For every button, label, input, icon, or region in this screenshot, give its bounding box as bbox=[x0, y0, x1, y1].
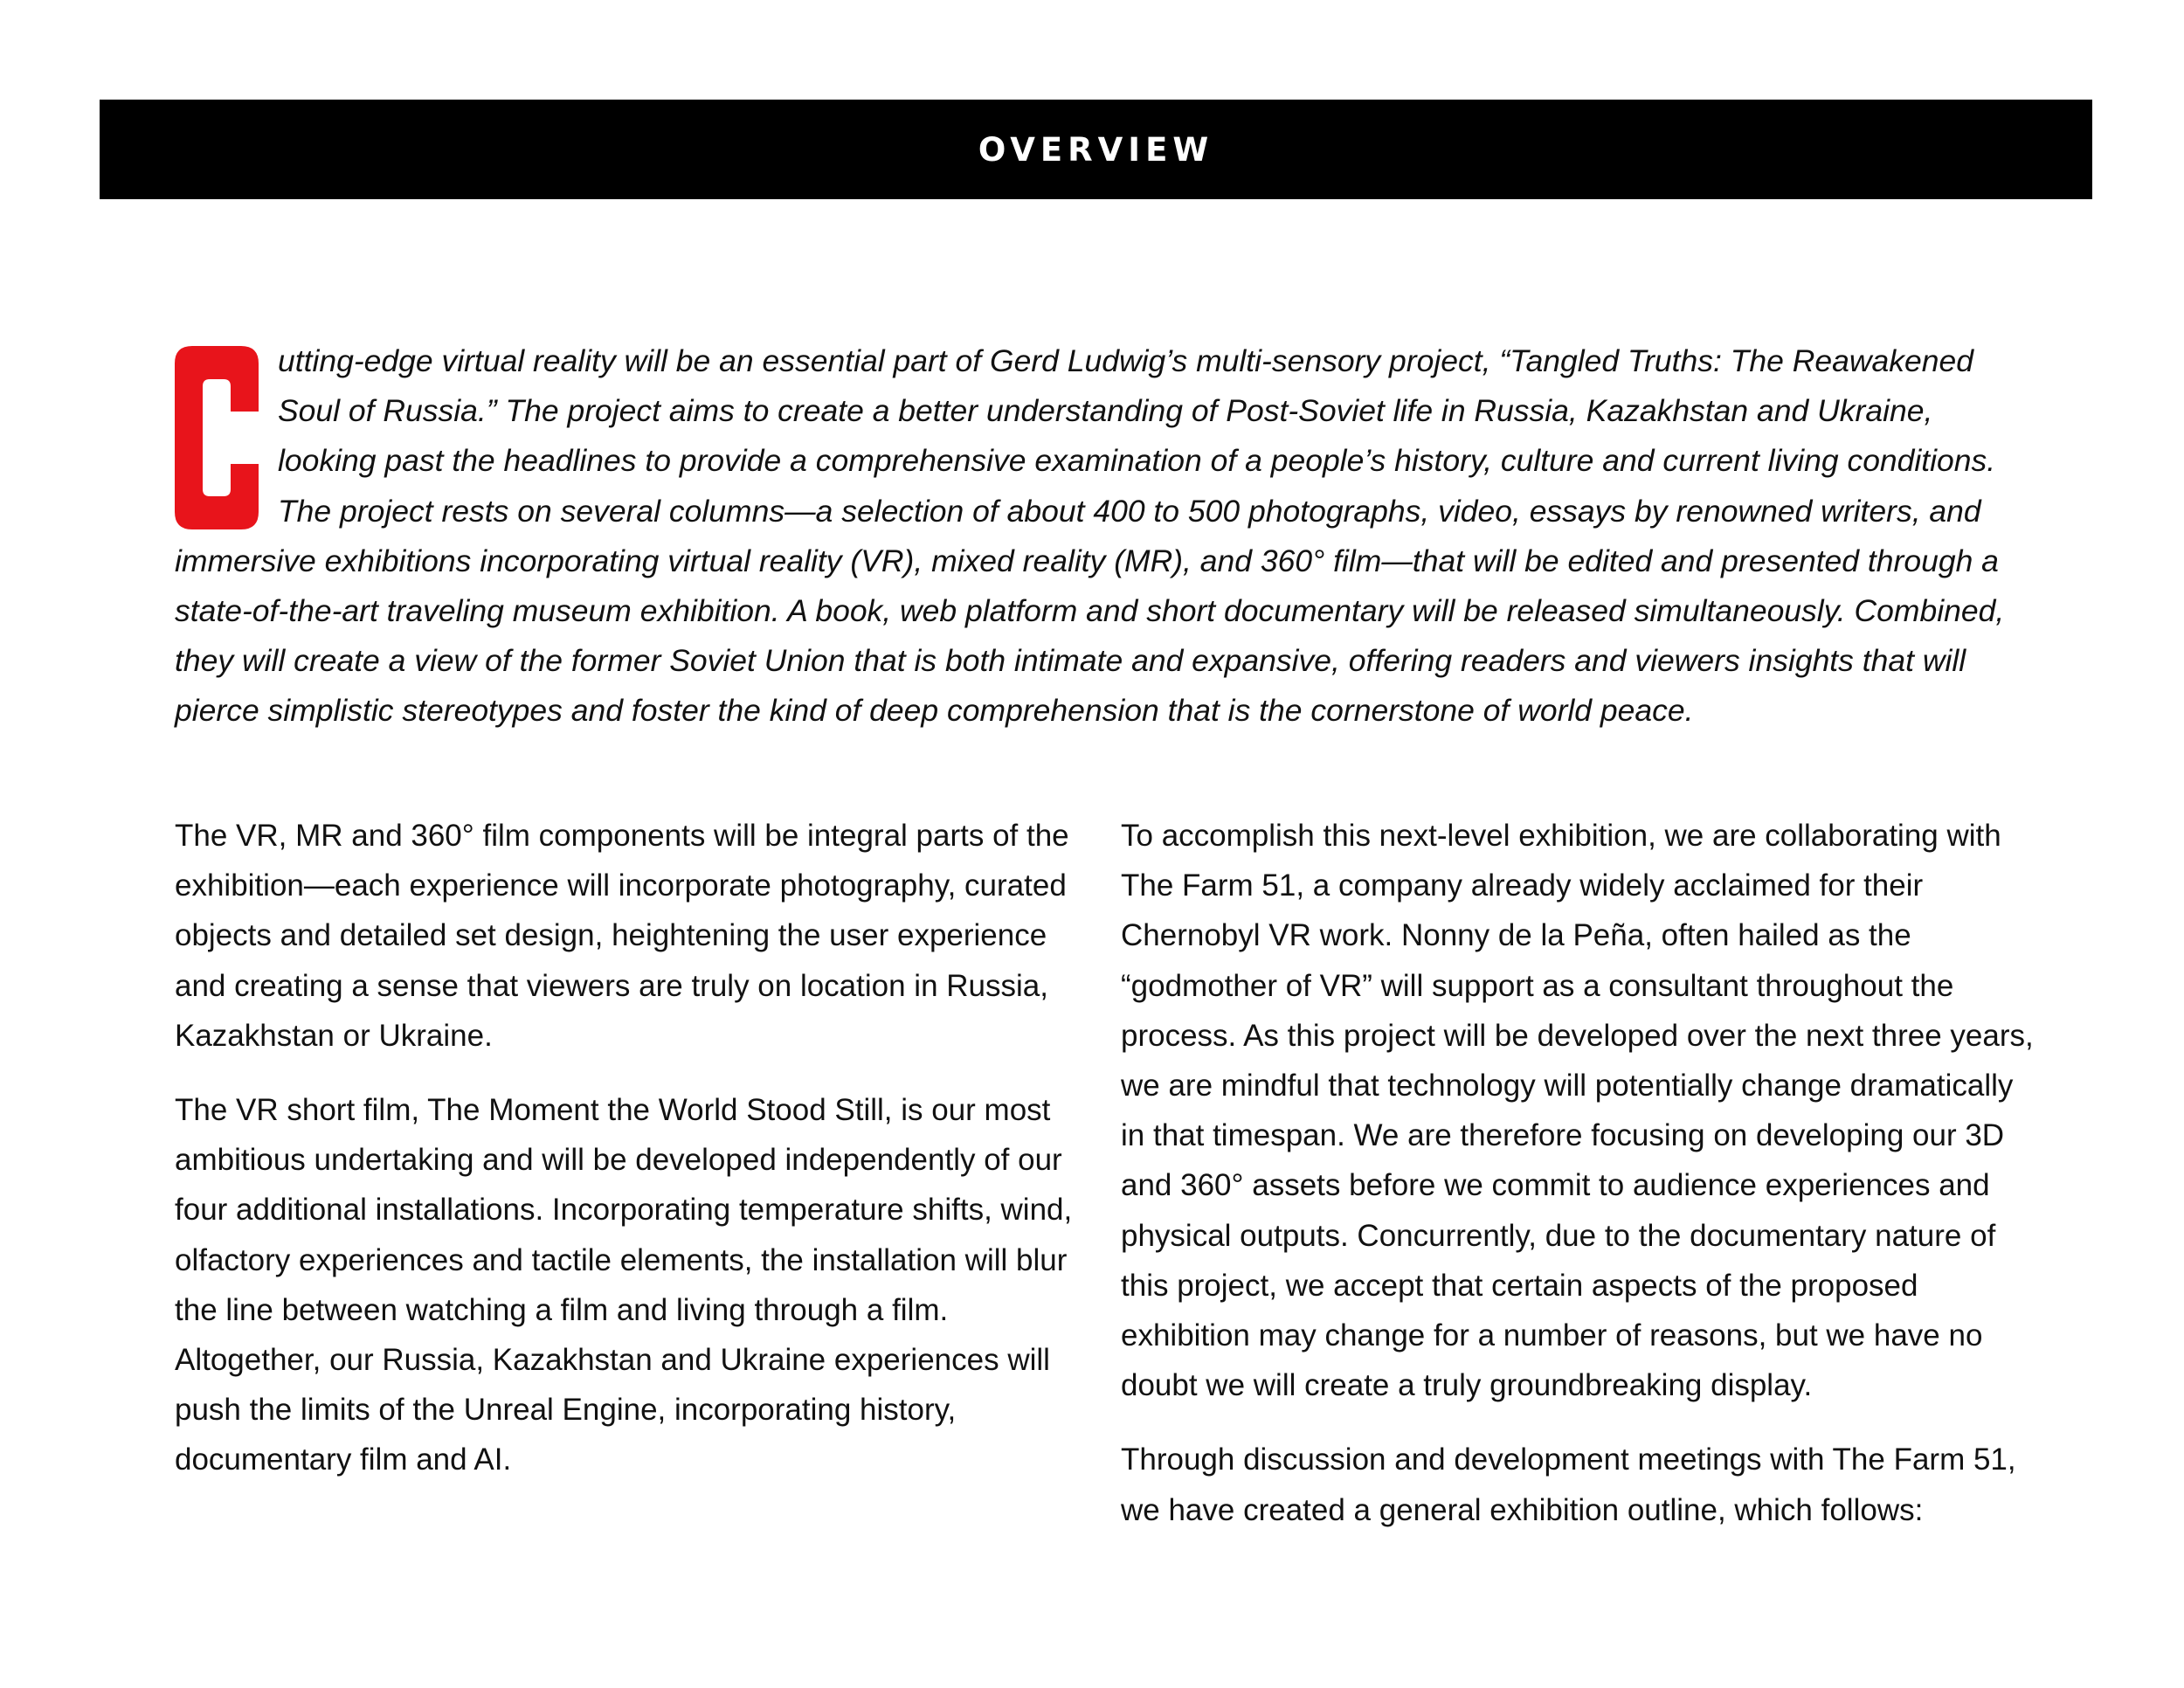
drop-cap bbox=[175, 346, 259, 529]
left-paragraph-2: The VR short film, The Moment the World Stood Still, is our most ambitious undertaking and will be developed independently of our four additional installations. Incorporating temperature shifts, wind, olfactory experiences and tactile elements, the installation will blur the line between watching a film and living through a film. Altogether, our Russia, Kazakhstan and Ukraine experiences will push the limits of the Unreal Engine, incorporating history, documentary film and AI. bbox=[175, 1093, 1073, 1477]
right-paragraph-2: Through discussion and development meetings with The Farm 51, we have created a general exhibition outline, which follows: bbox=[1121, 1442, 2016, 1527]
left-paragraph-1: The VR, MR and 360° film components will be integral parts of the exhibition—each experience will incorporate photography, curated objects and detailed set design, heightening the user experience and creating a sense that viewers are truly on location in Russia, Kazakhstan or Ukraine. bbox=[175, 819, 1069, 1053]
right-column bbox=[1121, 811, 2038, 1560]
svg-text:C: C bbox=[217, 451, 218, 452]
drop-cap-letter bbox=[175, 346, 259, 529]
left-column bbox=[175, 811, 1092, 1510]
section-title: OVERVIEW bbox=[978, 130, 1214, 169]
intro-text: utting-edge virtual reality will be an essential part of Gerd Ludwig’s multi-sensory project, “Tangled Truths: The Reawakened Soul of Russia.” The project aims to create a better understanding of Post-Soviet life in Russia, Kazakhstan and Ukraine, looking past the headlines to provide a comprehensive examination of a people’s history, culture and current living conditions. The project rests on several columns—a selection of about 400 to 500 photographs, video, essays by renowned writers, and immersive exhibitions incorporating virtual reality (VR), mixed reality (MR), and 360° film—that will be edited and presented through a state-of-the-art traveling museum exhibition. A book, web platform and short documentary will be released simultaneously. Combined, they will create a view of the former Soviet Union that is both intimate and expansive, offering readers and viewers insights that will pierce simplistic stereotypes and foster the kind of deep comprehension that is the cornerstone of world peace. bbox=[175, 343, 2005, 729]
intro-paragraph bbox=[175, 336, 2018, 737]
right-paragraph-1: To accomplish this next-level exhibition, we are collaborating with The Farm 51, a company already widely acclaimed for their Chernobyl VR work. Nonny de la Peña, often hailed as the “godmother of VR” will support as a consultant throughout the process. As this project will be developed over the next three years, we are mindful that technology will potentially change dramatically in that timespan. We are therefore focusing on developing our 3D and 360° assets before we commit to audience experiences and physical outputs. Concurrently, due to the documentary nature of this project, we accept that certain aspects of the proposed exhibition may change for a number of reasons, but we have no doubt we will create a truly groundbreaking display. bbox=[1121, 819, 2034, 1403]
section-header-bar bbox=[100, 100, 2092, 199]
